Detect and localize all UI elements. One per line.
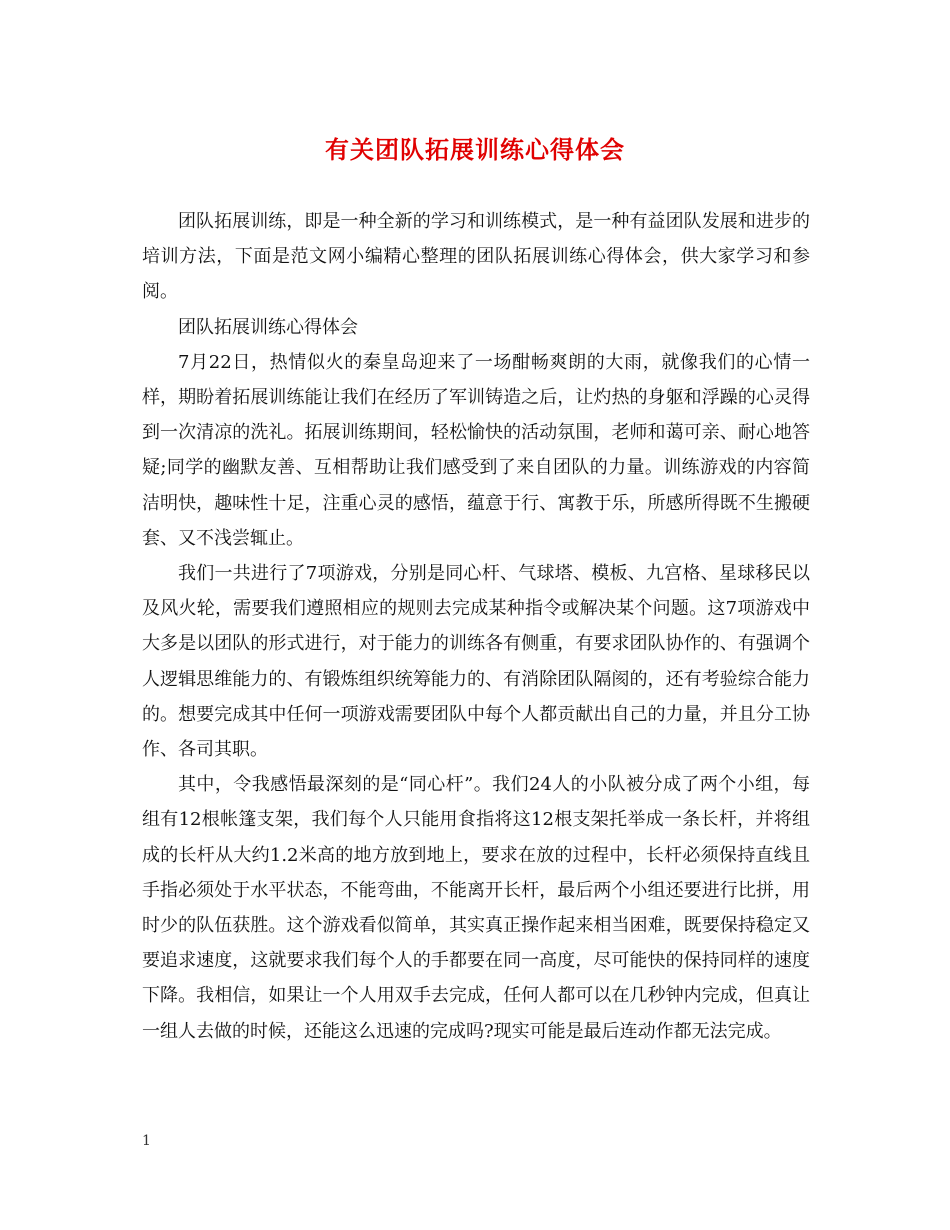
paragraph-july-22: 7月22日，热情似火的秦皇岛迎来了一场酣畅爽朗的大雨，就像我们的心情一样，期盼着拓展训练能让我们在经历了军训铸造之后，让灼热的身躯和浮躁的心灵得到一次清凉的洗礼。拓展训练期间，轻松愉快的活动氛围，老师和蔼可亲、耐心地答疑;同学的幽默友善、互相帮助让我们感受到了来自团队的力量。训练游戏的内容简洁明快，趣味性十足，注重心灵的感悟，蕴意于行、寓教于乐，所感所得既不生搬硬套、又不浅尝辄止。 [142, 351, 810, 549]
paragraph-subheading: 团队拓展训练心得体会 [178, 316, 358, 338]
document-title: 有关团队拓展训练心得体会 [325, 135, 625, 164]
paragraph-seven-games: 我们一共进行了7项游戏，分别是同心杆、气球塔、模板、九宫格、星球移民以及风火轮，需要我们遵照相应的规则去完成某种指令或解决某个问题。这7项游戏中大多是以团队的形式进行，对于能力的训练各有侧重，有要求团队协作的、有强调个人逻辑思维能力的、有锻炼组织统筹能力的、有消除团队隔阂的，还有考验综合能力的。想要完成其中任何一项游戏需要团队中每个人都贡献出自己的力量，并且分工协作、各司其职。 [142, 563, 810, 761]
paragraph-intro: 团队拓展训练，即是一种全新的学习和训练模式，是一种有益团队发展和进步的培训方法，下面是范文网小编精心整理的团队拓展训练心得体会，供大家学习和参阅。 [142, 211, 810, 303]
paragraph-tongxin-gan: 其中，令我感悟最深刻的是“同心杆”。我们24人的小队被分成了两个小组，每组有12根帐篷支架，我们每个人只能用食指将这12根支架托举成一条长杆，并将组成的长杆从大约1.2米高的地方放到地上，要求在放的过程中，长杆必须保持直线且手指必须处于水平状态，不能弯曲，不能离开长杆，最后两个小组还要进行比拼，用时少的队伍获胜。这个游戏看似简单，其实真正操作起来相当困难，既要保持稳定又要追求速度，这就要求我们每个人的手都要在同一高度，尽可能快的保持同样的速度下降。我相信，如果让一个人用双手去完成，任何人都可以在几秒钟内完成，但真让一组人去做的时候，还能这么迅速的完成吗?现实可能是最后连动作都无法完成。 [142, 774, 810, 1042]
page-number: 1 [142, 1133, 151, 1149]
document-body [142, 204, 810, 1049]
